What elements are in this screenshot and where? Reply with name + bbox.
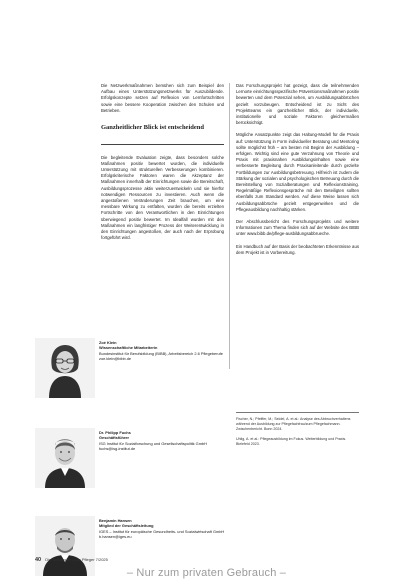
- author-email: zoe.klein@bibb.de: [99, 356, 132, 362]
- left-paragraph-2: Die begleitende Evaluation zeigte, dass besonders solche Maßnahmen positiv bewertet wurden, die individuelle Unterstützung mit strukturellen Verbesserungen kombinieren. Erfolgskriterische Faktoren waren die Akzeptanz der Maßnahmen innerhalb der Einrichtungen sowie die Bereitschaft, Ausbildungsprozesse aktiv weiterzuentwickeln und sie hierfür notwendigen Ressourcen zu investieren. Auch wenn die angestoßenen Veränderungen Zeit brauchen, um eine messbare Wirkung zu entfalten, wurden die bereits erzielten Fortschritte von den Verantwortlichen in den Einrichtungen überwiegend positiv bewertet. Im Idealfall wurden mit den Maßnahmen ein langfristiger Prozess der Weiterentwicklung in den Einrichtungen angestoßen, der auch nach der Erprobung fortgeführt wird.: [101, 154, 224, 241]
- author-role: Mitglied der Geschäftsleitung: [99, 523, 154, 529]
- watermark: – Nur zum privaten Gebrauch –: [126, 567, 287, 579]
- page-number: 40: [35, 557, 42, 563]
- reference-item: Fischer, N.; Pfeiffer, M.; Seidel, A. et al.: Analyse des Abbruchverhaltens während der Ausbildung zur Pflegefachfrau/zum Pflegefachmann. Zwischenbericht. Bonn 2024.: [236, 417, 351, 432]
- author-email: fuchs@isg-institut.de: [99, 446, 136, 452]
- author-photo: [35, 338, 95, 398]
- page-footer: [35, 557, 108, 563]
- right-text-column: [236, 83, 359, 262]
- references-divider: [236, 412, 359, 413]
- author-role: Geschäftsführer: [99, 435, 130, 441]
- author-organization: ISG Institut für Sozialforschung und Gesellschaftspolitik GmbH: [99, 440, 207, 446]
- author-card: [35, 428, 235, 488]
- right-paragraph-1: Das Forschungsprojekt hat gezeigt, dass die teilnehmenden Lernorte einrichtungsspezifische Präventionsmaßnahmen positiv bewerten und dem Potenzial sehen, um Ausbildungsabbrüchen gezielt vorzubeugen. Entscheidend ist zu Sicht des Projektteams ein ganzheitlicher Blick, der individuelle, institutionelle und soziale Faktoren gleichermaßen berücksichtigt.: [236, 83, 360, 126]
- author-name: Zoé Klein: [99, 340, 117, 345]
- author-email: b.hansen@iges.eu: [99, 534, 132, 540]
- references: [236, 412, 359, 451]
- right-paragraph-3: Der Abschlussbericht des Forschungsprojekts und weitere Informationen zum Thema finden sich auf der Website des BIBB unter www.bibb.de/pflege-ausbildungsabbrueche.: [236, 219, 359, 237]
- left-paragraph-1: Die Netzwerkmaßnahmen bemühen sich zum Beispiel den Aufbau eines Unterstützungsnetzwerks für Auszubildende. Erfolgskonzepte setzen auf Reflexion von Lernfortschritten sowie eine bessere Kooperation zwischen den Schulen und Betrieben.: [101, 83, 224, 113]
- author-role: Wissenschaftliche Mitarbeiterin: [99, 345, 158, 351]
- right-paragraph-4: Ein Handbuch auf der Basis der beobachteten Erkenntnisse aus dem Projekt ist in Vorbereitung.: [236, 243, 359, 255]
- author-name: Benjamin Hansen: [99, 518, 132, 523]
- author-organization: Bundesinstitut für Berufsbildung (BIBB), Arbeitsbereich 2.6 Pflegeberufe: [99, 350, 223, 356]
- section-heading: Ganzheitlicher Blick ist entscheidend: [101, 124, 204, 132]
- left-text-column: [101, 83, 224, 247]
- right-paragraph-2: Mögliche Ansatzpunkte zeigt das Haltung-Modell für die Praxis auf: Unterstützung in Form individueller Beratung und Mentoring sollte möglichst früh – am besten mit Beginn der Ausbildung – erfolgen. Wichtig sind eine gute Verzahnung von Theorie und Praxis mit praxisnahen Ausbildungsinhalten sowie eine verbesserte Begleitung durch Praxisanleitende durch gezielte Fortbildungen zur Ausbildungsbetreuung. Hilfreich ist zudem die Stärkung der sozialen und psychologischen Betreuung durch die Bereitstellung von Sozialberatungen und Reflexionstraining. Regelmäßige Reflexionsgespräche mit den Beteiligten sollten ebenfalls zum Standard werden. Auf diese Weise lassen sich Ausbildungsabbrüche gezielt entgegenwirken und die Pflegeausbildung nachhaltig stärken.: [236, 132, 359, 212]
- author-photo: [35, 428, 95, 488]
- author-card: [35, 338, 235, 398]
- author-details: [99, 518, 234, 540]
- heading-divider: [101, 144, 224, 145]
- author-details: [99, 340, 234, 362]
- author-details: [99, 430, 234, 452]
- reference-item: Uhlig, A. et al.: Pflegeausbildung im Fokus. Weiterbildung und Praxis. Bielefeld 2023.: [236, 436, 347, 446]
- column-divider: [229, 83, 230, 369]
- author-organization: IGES – Institut für europäische Gesundheits- und Sozialwirtschaft GmbH: [99, 528, 225, 534]
- publication-name: Die Schwester | Der Pfleger 7/2025: [45, 557, 108, 562]
- author-name: Dr. Philipp Fuchs: [99, 430, 131, 435]
